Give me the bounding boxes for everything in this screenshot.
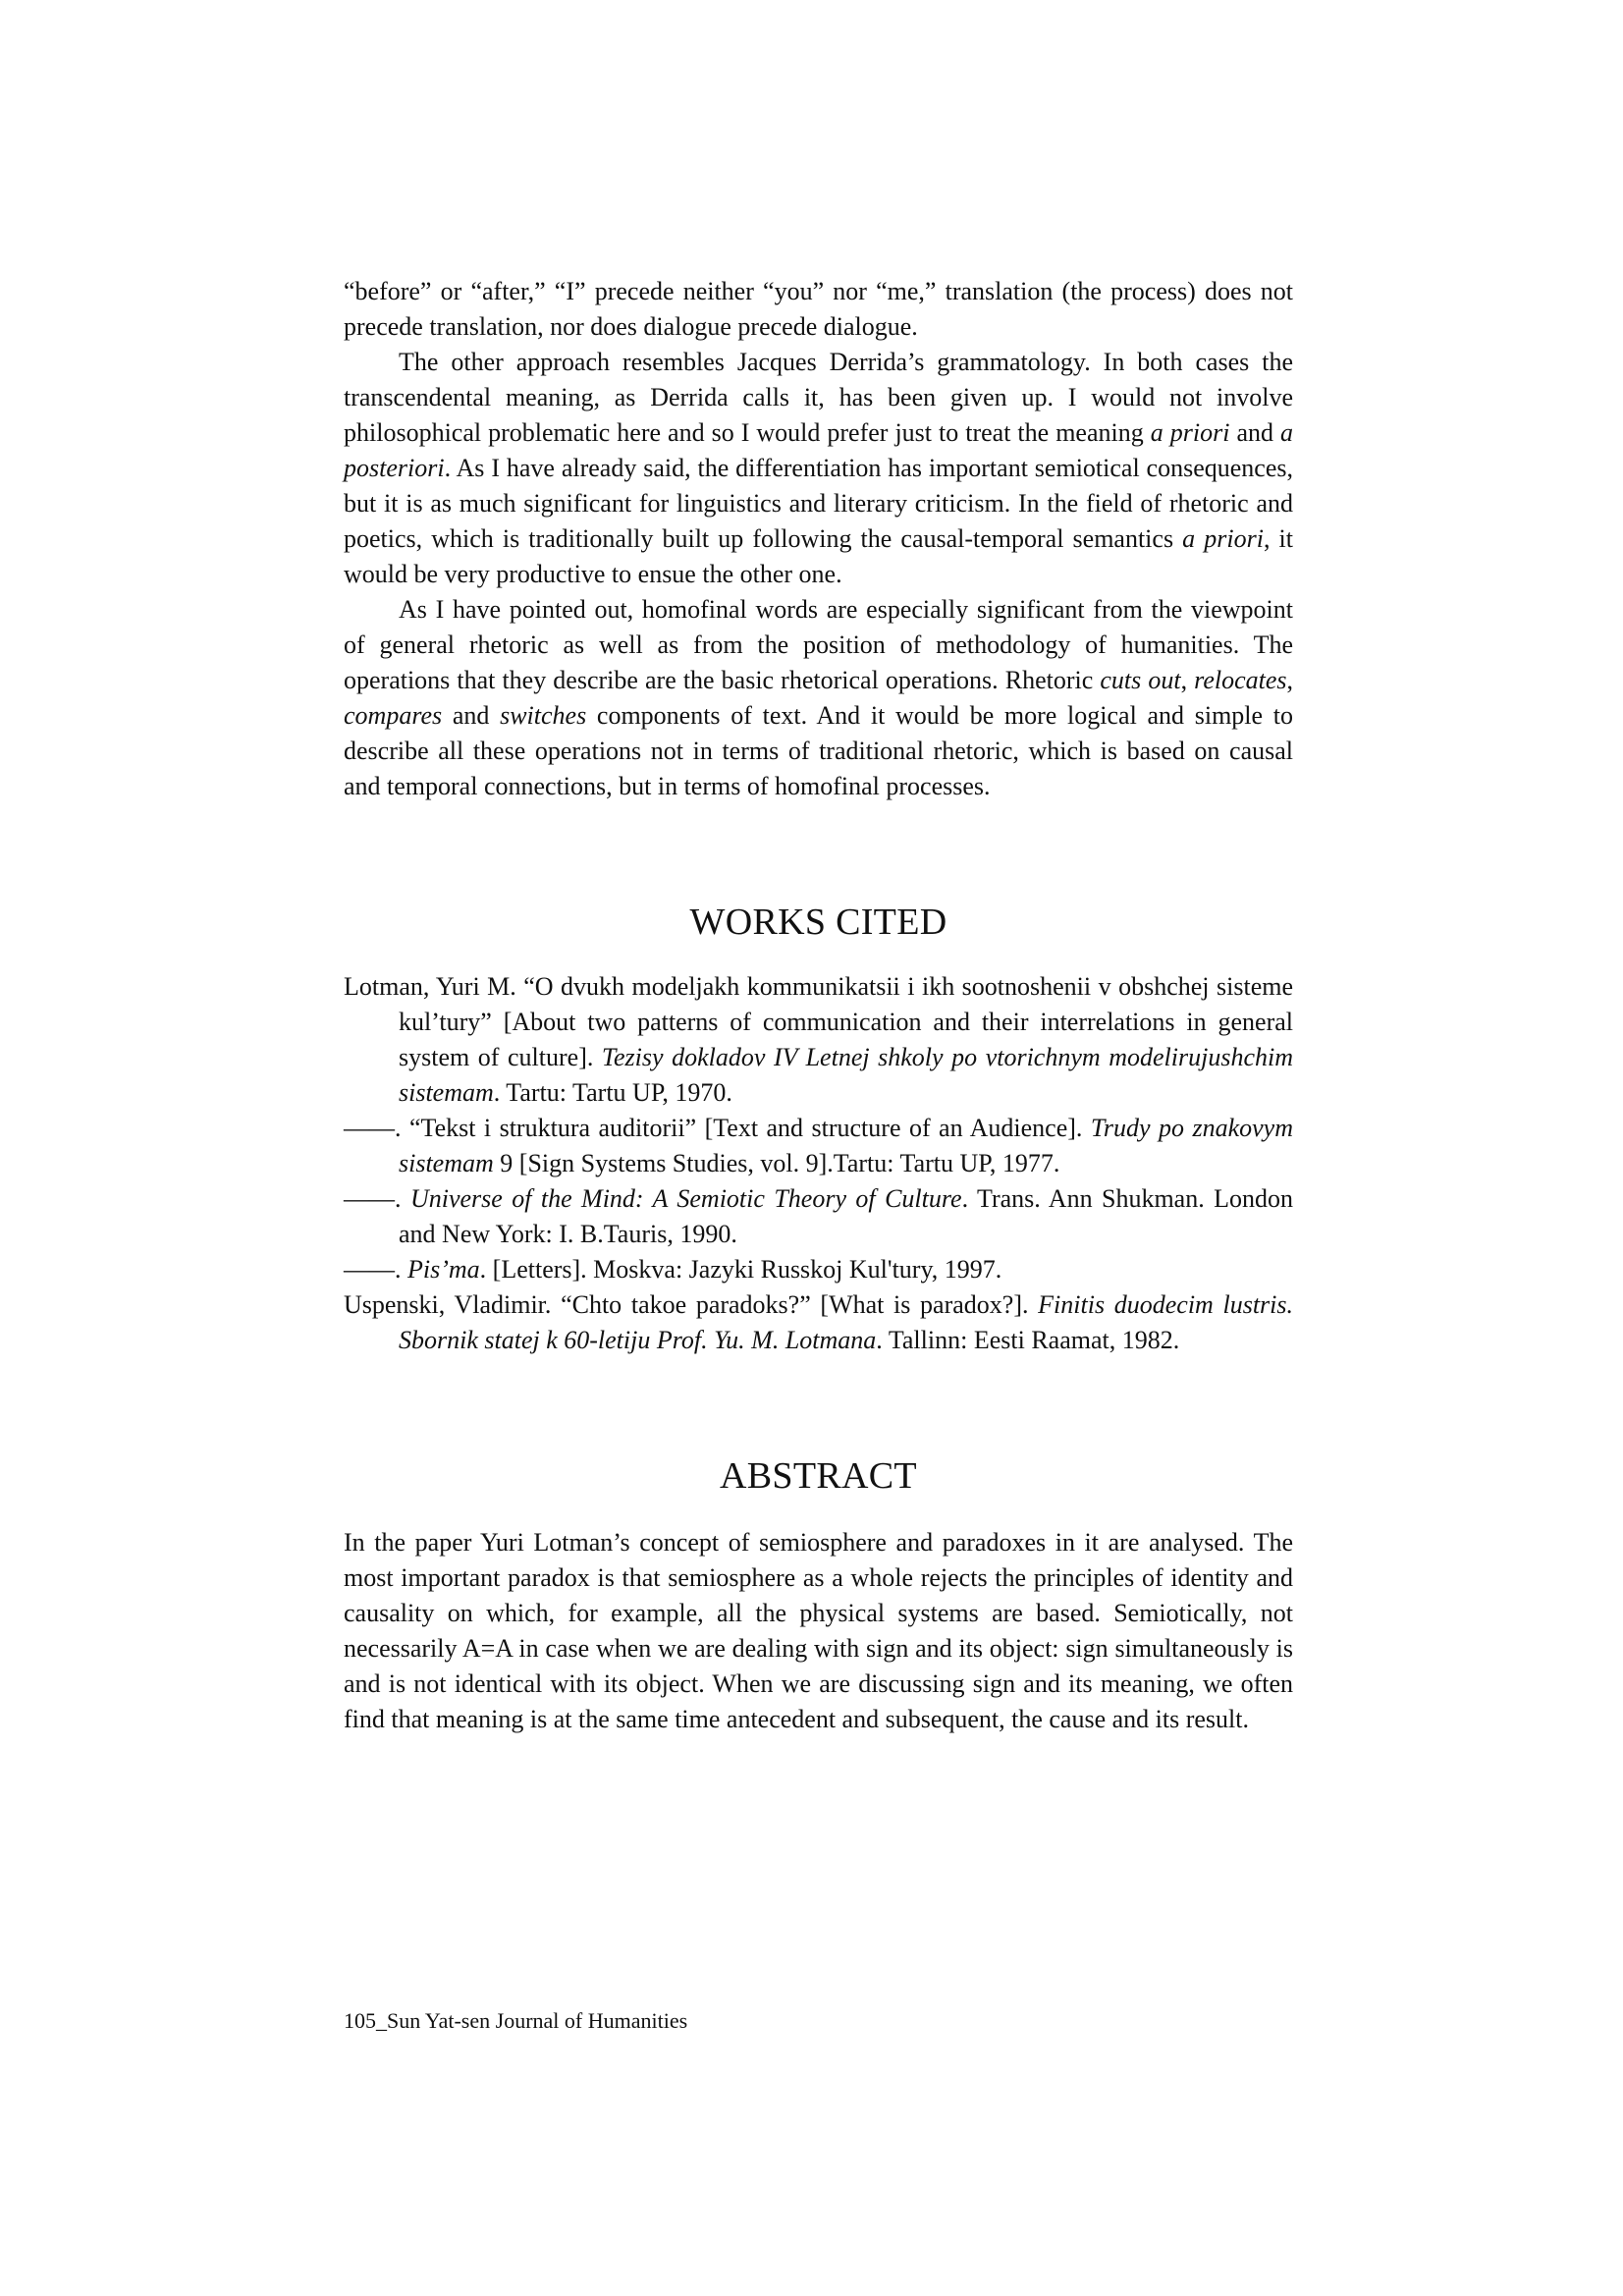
reference-entry: ——. “Tekst i struktura auditorii” [Text and structure of an Audience]. Trudy po znakovym sistemam 9 [Sign Systems Studies, vol. 9].Tartu: Tartu UP, 1977. — [344, 1114, 1293, 1177]
works-cited-heading: WORKS CITED — [689, 902, 947, 943]
page-content — [344, 274, 1293, 1737]
body-paragraph-1: “before” or “after,” “I” precede neither “you” nor “me,” translation (the process) does not precede translation, nor does dialogue precede dialogue. — [344, 277, 1293, 341]
abstract-heading: ABSTRACT — [720, 1455, 917, 1497]
body-paragraph-3: As I have pointed out, homofinal words are especially significant from the viewpoint of general rhetoric as well as from the position of methodology of humanities. The operations that they describe are the basic rhetorical operations. Rhetoric cuts out, relocates, compares and switches components of text. And it would be more logical and simple to describe all these operations not in terms of traditional rhetoric, which is based on causal and temporal connections, but in terms of homofinal processes. — [344, 595, 1294, 800]
reference-entry: ——. Universe of the Mind: A Semiotic Theory of Culture. Trans. Ann Shukman. London and New York: I. B.Tauris, 1990. — [344, 1184, 1294, 1248]
reference-entry: ——. Pis’ma. [Letters]. Moskva: Jazyki Russkoj Kul'tury, 1997. — [344, 1255, 1002, 1284]
reference-entry: Lotman, Yuri M. “O dvukh modeljakh kommunikatsii i ikh sootnoshenii v obshchej sisteme kul’tury” [About two patterns of communication and their interrelations in general system of culture]. Tezisy dokladov IV Letnej shkoly po vtorichnym modelirujushchim sistemam. Tartu: Tartu UP, 1970. — [344, 972, 1293, 1107]
page-footer: 105_Sun Yat-sen Journal of Humanities — [344, 2008, 688, 2033]
abstract-text: In the paper Yuri Lotman’s concept of semiosphere and paradoxes in it are analysed. The most important paradox is that semiosphere as a whole rejects the principles of identity and causality on which, for example, all the physical systems are based. Semiotically, not necessarily A=A in case when we are dealing with sign and its object: sign simultaneously is and is not identical with its object. When we are discussing sign and its meaning, we often find that meaning is at the same time antecedent and subsequent, the cause and its result. — [344, 1528, 1293, 1733]
works-cited-list — [344, 969, 1293, 1358]
body-paragraph-2: The other approach resembles Jacques Derrida’s grammatology. In both cases the transcendental meaning, as Derrida calls it, has been given up. I would not involve philosophical problematic here and so I would prefer just to treat the meaning a priori and a posteriori. As I have already said, the differentiation has important semiotical consequences, but it is as much significant for linguistics and literary criticism. In the field of rhetoric and poetics, which is traditionally built up following the causal-temporal semantics a priori, it would be very productive to ensue the other one. — [344, 348, 1294, 588]
reference-entry: Uspenski, Vladimir. “Chto takoe paradoks?” [What is paradox?]. Finitis duodecim lustris. Sbornik statej k 60-letiju Prof. Yu. M. Lotmana. Tallinn: Eesti Raamat, 1982. — [344, 1290, 1294, 1354]
